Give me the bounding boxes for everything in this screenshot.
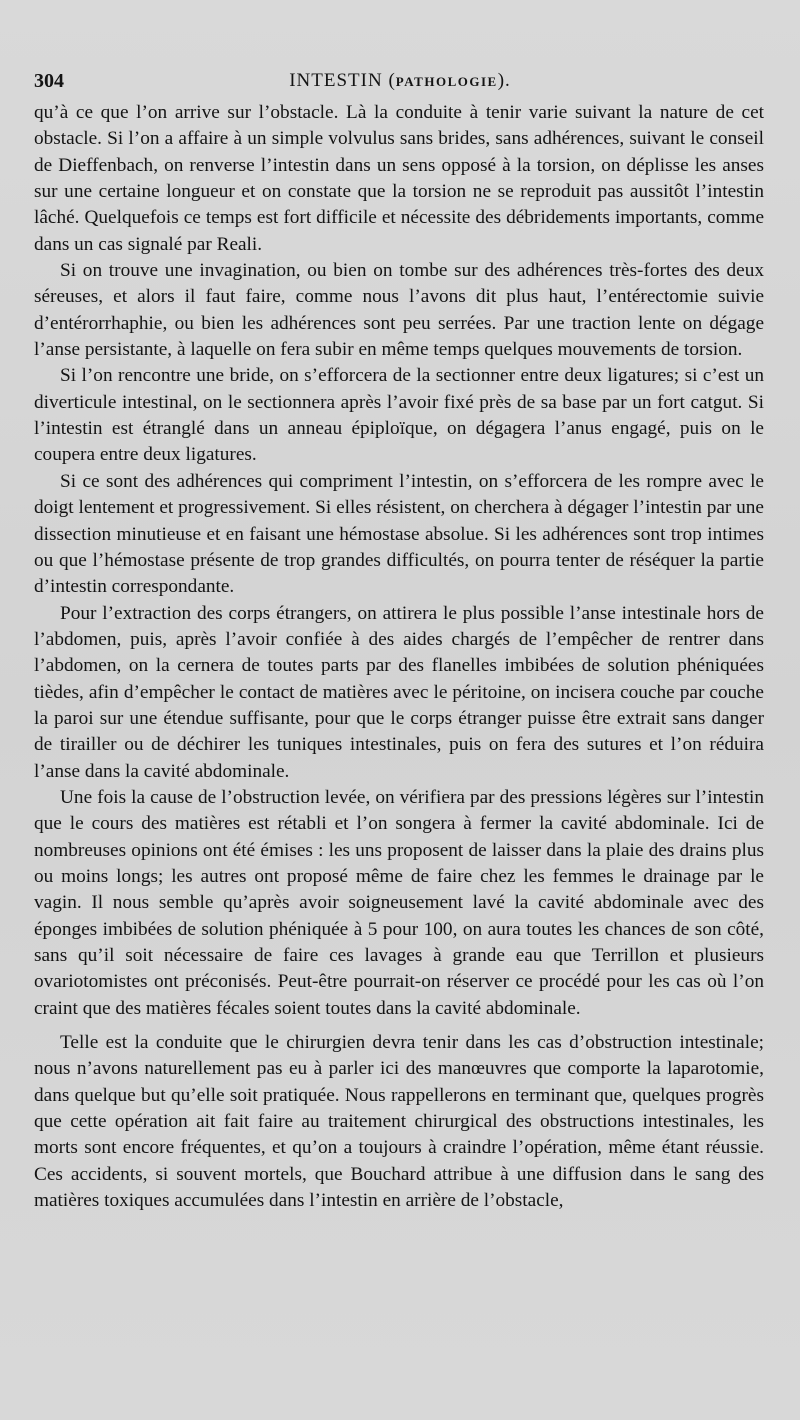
paragraph-bride: Si l’on rencontre une bride, on s’efforcera de la sectionner entre deux ligatures; si c’est un diverticule intestinal, on le sectionnera après l’avoir fixé près de sa base par un fort catgut. Si l’intestin est étranglé dans un anneau épiploïque, on dégagera l’anus engagé, puis on le coupera entre deux ligatures. bbox=[34, 365, 764, 466]
page-number: 304 bbox=[34, 70, 64, 92]
running-title-open-paren: ( bbox=[388, 70, 396, 91]
page-header bbox=[0, 70, 800, 94]
running-title-main: INTESTIN bbox=[289, 70, 383, 91]
paragraph-invagination: Si on trouve une invagination, ou bien on tombe sur des adhérences très-fortes des deux séreuses, et alors il faut faire, comme nous l’avons dit plus haut, l’entérectomie suivie d’entérorrhaphie, ou bien les adhérences sont peu serrées. Par une traction lente on dégage l’anse persistante, à laquelle on fera subir en même temps quelques mouvements de torsion. bbox=[34, 260, 764, 361]
paragraph-gap bbox=[34, 1022, 764, 1030]
running-title-close-paren: ). bbox=[497, 70, 511, 91]
paragraph-adherences: Si ce sont des adhérences qui compriment l’intestin, on s’efforcera de les rompre avec le doigt lentement et progressivement. Si elles résistent, on cherchera à dégager l’intestin par une dissection minutieuse et en faisant une hémostase absolue. Si les adhérences sont trop intimes ou que l’hémostase présente de trop grandes difficultés, on pourra tenter de réséquer la partie d’intestin correspondante. bbox=[34, 470, 764, 598]
running-title-subtitle: PATHOLOGIE bbox=[395, 74, 498, 89]
paragraph-corps-etrangers: Pour l’extraction des corps étrangers, on attirera le plus possible l’anse intestinale hors de l’abdomen, puis, après l’avoir confiée à des aides chargés de l’empêcher de rentrer dans l’abdomen, on la cernera de toutes parts par des flanelles imbibées de solution phéniquées tièdes, afin d’empêcher le contact de matières avec le péritoine, on incisera couche par couche la paroi sur une étendue suffisante, pour que le corps étranger puisse être extrait sans danger de tirailler ou de déchirer les tuniques intestinales, puis on fera des sutures et l’on réduira l’anse dans la cavité abdominale. bbox=[34, 602, 764, 782]
paragraph-fermeture: Une fois la cause de l’obstruction levée, on vérifiera par des pressions légères sur l’intestin que le cours des matières est rétabli et l’on songera à fermer la cavité abdominale. Ici de nombreuses opinions ont été émises : les uns proposent de laisser dans la plaie des drains plus ou moins longs; les autres ont proposé même de faire chez les femmes le drainage par le vagin. Il nous semble qu’après avoir soigneusement lavé la cavité abdominale avec des éponges imbibées de solution phéniquée à 5 pour 100, on aura toutes les chances de son côté, sans qu’il soit nécessaire de faire ces lavages à grande eau que Terrillon et plusieurs ovariotomistes ont préconisés. Peut-être pourrait-on réserver ce procédé pour les cas où l’on craint que des matières fécales soient toutes dans la cavité abdominale. bbox=[34, 786, 764, 1019]
running-title bbox=[0, 70, 800, 92]
paragraph-conclusion: Telle est la conduite que le chirurgien devra tenir dans les cas d’obstruction intestinale; nous n’avons naturellement pas eu à parler ici des manœuvres que comporte la laparotomie, dans quelque but qu’elle soit pratiquée. Nous rappellerons en terminant que, quelques progrès que cette opération ait fait faire au traitement chirurgical des obstructions intestinales, les morts sont encore fréquentes, et qu’on a toujours à craindre l’opération, même étant réussie. Ces accidents, si souvent mortels, que Bouchard attribue à une diffusion dans le sang des matières toxiques accumulées dans l’intestin en arrière de l’obstacle, bbox=[34, 1032, 764, 1212]
paragraph-continuation: qu’à ce que l’on arrive sur l’obstacle. Là la conduite à tenir varie suivant la nature de cet obstacle. Si l’on a affaire à un simple volvulus sans brides, sans adhérences, suivant le conseil de Dieffenbach, on renverse l’intestin dans un sens opposé à la torsion, on déplisse les anses sur une certaine longueur et on constate que la torsion ne se reproduit pas aussitôt l’intestin lâché. Quelquefois ce temps est fort difficile et nécessite des débridements importants, comme dans un cas signalé par Reali. bbox=[34, 102, 764, 255]
body-text bbox=[34, 100, 764, 1214]
